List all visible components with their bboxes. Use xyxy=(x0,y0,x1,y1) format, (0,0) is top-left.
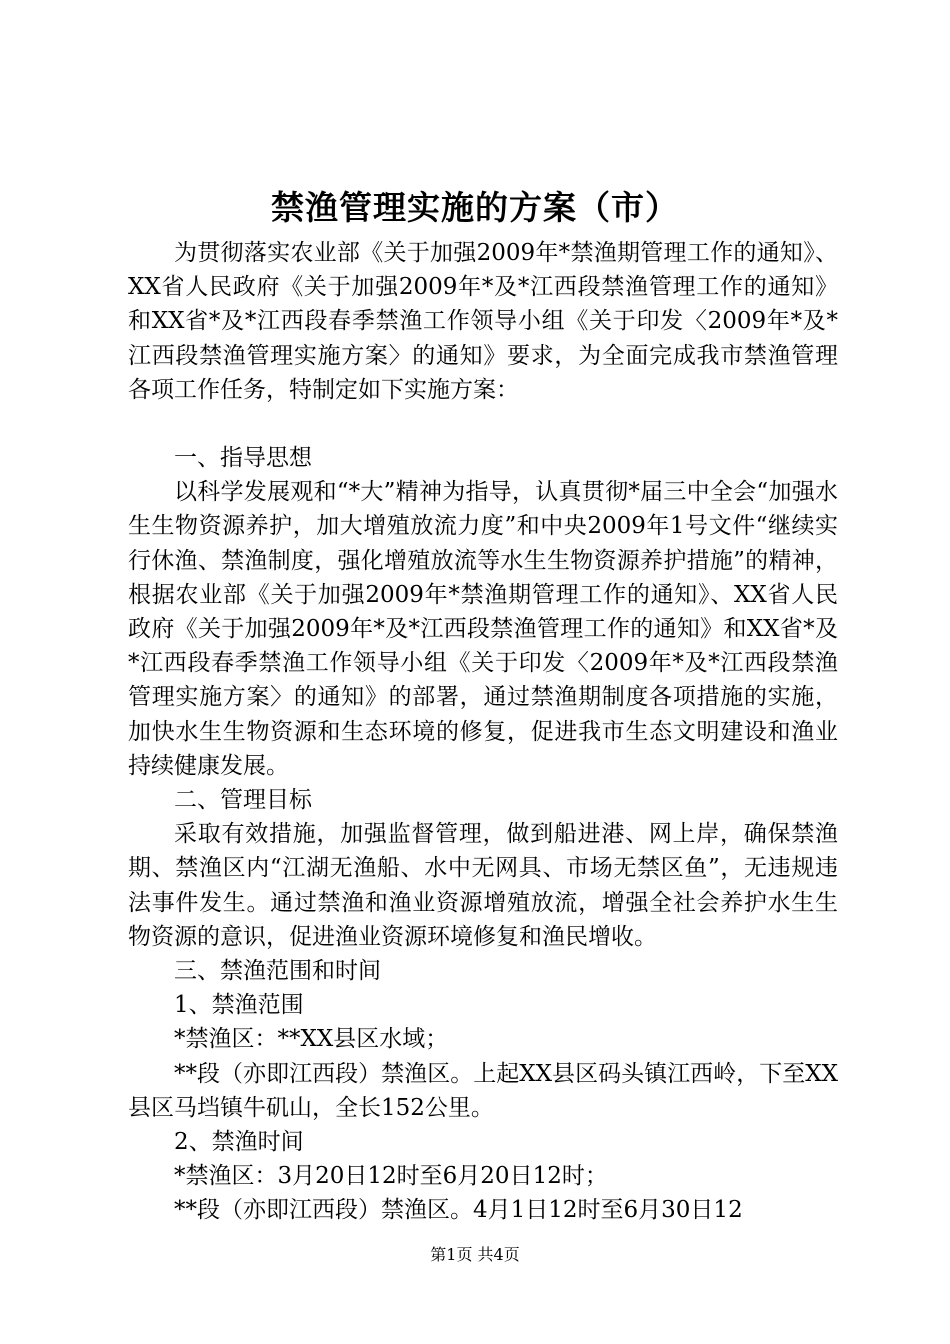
section-heading-scope-and-time: 三、禁渔范围和时间 xyxy=(174,958,381,985)
section-heading-guiding-ideology: 一、指导思想 xyxy=(174,445,312,472)
page-footer: 第1页 共4页 xyxy=(430,1245,520,1264)
scope-item-2: **段（亦即江西段）禁渔区。上起XX县区码头镇江西岭，下至XX县区马垱镇牛矶山，全长152公里。 xyxy=(128,1060,838,1121)
document-title: 禁渔管理实施的方案（市） xyxy=(271,188,679,227)
section-heading-management-goals: 二、管理目标 xyxy=(174,787,312,814)
management-goals-paragraph: 采取有效措施，加强监督管理，做到船进港、网上岸，确保禁渔期、禁渔区内“江湖无渔船、水中无网具、市场无禁区鱼”，无违规违法事件发生。通过禁渔和渔业资源增殖放流，增强全社会养护水生生物资源的意识，促进渔业资源环境修复和渔民增收。 xyxy=(128,821,838,950)
subheading-scope: 1、禁渔范围 xyxy=(174,992,304,1019)
scope-item-1: *禁渔区：**XX县区水域； xyxy=(174,1026,449,1053)
guiding-ideology-paragraph: 以科学发展观和“*大”精神为指导，认真贯彻*届三中全会“加强水生生物资源养护，加大增殖放流力度”和中央2009年1号文件“继续实行休渔、禁渔制度，强化增殖放流等水生生物资源养护措施”的精神，根据农业部《关于加强2009年*禁渔期管理工作的通知》、XX省人民政府《关于加强2009年*及*江西段禁渔管理工作的通知》和XX省*及*江西段春季禁渔工作领导小组《关于印发〈2009年*及*江西段禁渔管理实施方案〉的通知》的部署，通过禁渔期制度各项措施的实施，加快水生生物资源和生态环境的修复，促进我市生态文明建设和渔业持续健康发展。 xyxy=(128,479,838,779)
document-body xyxy=(128,236,838,1228)
time-item-1: *禁渔区：3月20日12时至6月20日12时； xyxy=(174,1163,608,1190)
time-item-2: **段（亦即江西段）禁渔区。4月1日12时至6月30日12 xyxy=(174,1197,743,1224)
intro-paragraph: 为贯彻落实农业部《关于加强2009年*禁渔期管理工作的通知》、XX省人民政府《关于加强2009年*及*江西段禁渔管理工作的通知》和XX省*及*江西段春季禁渔工作领导小组《关于印发〈2009年*及*江西段禁渔管理实施方案〉的通知》要求，为全面完成我市禁渔管理各项工作任务，特制定如下实施方案： xyxy=(128,240,838,403)
subheading-time: 2、禁渔时间 xyxy=(174,1129,304,1156)
